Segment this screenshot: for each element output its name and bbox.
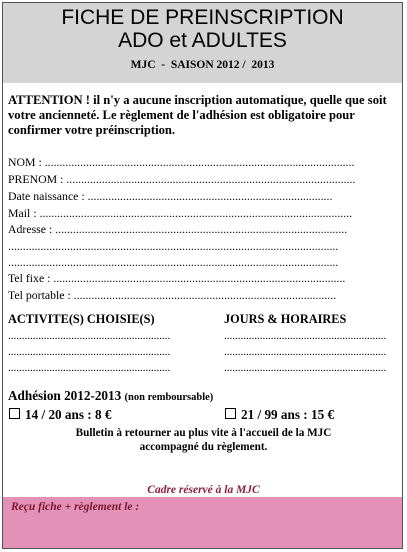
field-label: PRENOM : <box>8 172 67 186</box>
bulletin-line-2: accompagné du règlement. <box>139 441 268 453</box>
field-label: Tel portable : <box>8 288 74 302</box>
field-dots: ................................................................................... <box>87 189 333 203</box>
field-mail[interactable] <box>8 206 388 220</box>
adhesion-title: Adhésion 2012-2013 <box>8 388 125 403</box>
title-line-2: ADO et ADULTES <box>118 29 287 52</box>
schedule-line-3[interactable]: ........................................................... <box>224 362 387 374</box>
field-adresse-line-2[interactable] <box>8 239 388 253</box>
field-date-naissance[interactable] <box>8 189 388 203</box>
option-14-20-label: 14 / 20 ans : 8 € <box>25 407 112 422</box>
activity-line-2[interactable]: ........................................................... <box>8 346 171 358</box>
field-label: Tel fixe : <box>8 271 54 285</box>
schedule-line-1[interactable]: ........................................................... <box>224 330 387 342</box>
activity-line-3[interactable]: ........................................................... <box>8 362 171 374</box>
header-band <box>3 3 402 83</box>
bulletin-line-1: Bulletin à retourner au plus vite à l'accueil de la MJC <box>75 427 332 439</box>
bulletin-notice <box>0 426 407 454</box>
reserved-title: Cadre réservé à la MJC <box>147 484 260 496</box>
field-nom[interactable] <box>8 155 388 169</box>
schedule-line-2[interactable]: ........................................................... <box>224 346 387 358</box>
title-line-1: FICHE DE PREINSCRIPTION <box>61 6 344 29</box>
field-adresse[interactable] <box>8 222 388 236</box>
field-dots: ................................................................................................... <box>55 222 348 236</box>
checkbox-14-20[interactable] <box>9 408 20 419</box>
schedule-heading: JOURS & HORAIRES <box>224 312 347 326</box>
field-dots: ......................................................................................................... <box>44 155 355 169</box>
field-dots: ......................................................................................... <box>73 288 337 302</box>
season-label: MJC - SAISON 2012 / 2013 <box>130 59 275 71</box>
field-label: Adresse : <box>8 222 56 236</box>
reserved-label: Reçu fiche + règlement le : <box>11 501 140 513</box>
attention-notice: ATTENTION ! il n'y a aucune inscription automatique, quelle que soit votre ancienneté. Le règlement de l'adhésion est obligatoire pour confirmer votre préinscription. <box>8 93 387 137</box>
field-dots: ................................................................................................................ <box>8 255 339 269</box>
adhesion-note: (non remboursable) <box>124 392 214 403</box>
option-21-99-label: 21 / 99 ans : 15 € <box>241 407 335 422</box>
field-prenom[interactable] <box>8 172 388 186</box>
field-label: Mail : <box>8 206 40 220</box>
activity-line-1[interactable]: ........................................................... <box>8 330 171 342</box>
field-dots: ................................................................................................... <box>53 271 346 285</box>
field-tel-fixe[interactable] <box>8 271 388 285</box>
field-dots: .......................................................................................................... <box>39 206 353 220</box>
field-label: NOM : <box>8 155 45 169</box>
field-dots: ................................................................................................................ <box>8 239 339 253</box>
reserved-box <box>3 497 402 548</box>
checkbox-21-99[interactable] <box>225 408 236 419</box>
field-tel-portable[interactable] <box>8 288 388 302</box>
option-14-20[interactable] <box>9 407 111 423</box>
field-dots: .................................................................................................. <box>66 172 356 186</box>
adhesion-heading <box>8 388 213 404</box>
activities-heading: ACTIVITE(S) CHOISIE(S) <box>8 312 155 326</box>
option-21-99[interactable] <box>225 407 334 423</box>
field-label: Date naissance : <box>8 189 88 203</box>
field-adresse-line-3[interactable] <box>8 255 388 269</box>
